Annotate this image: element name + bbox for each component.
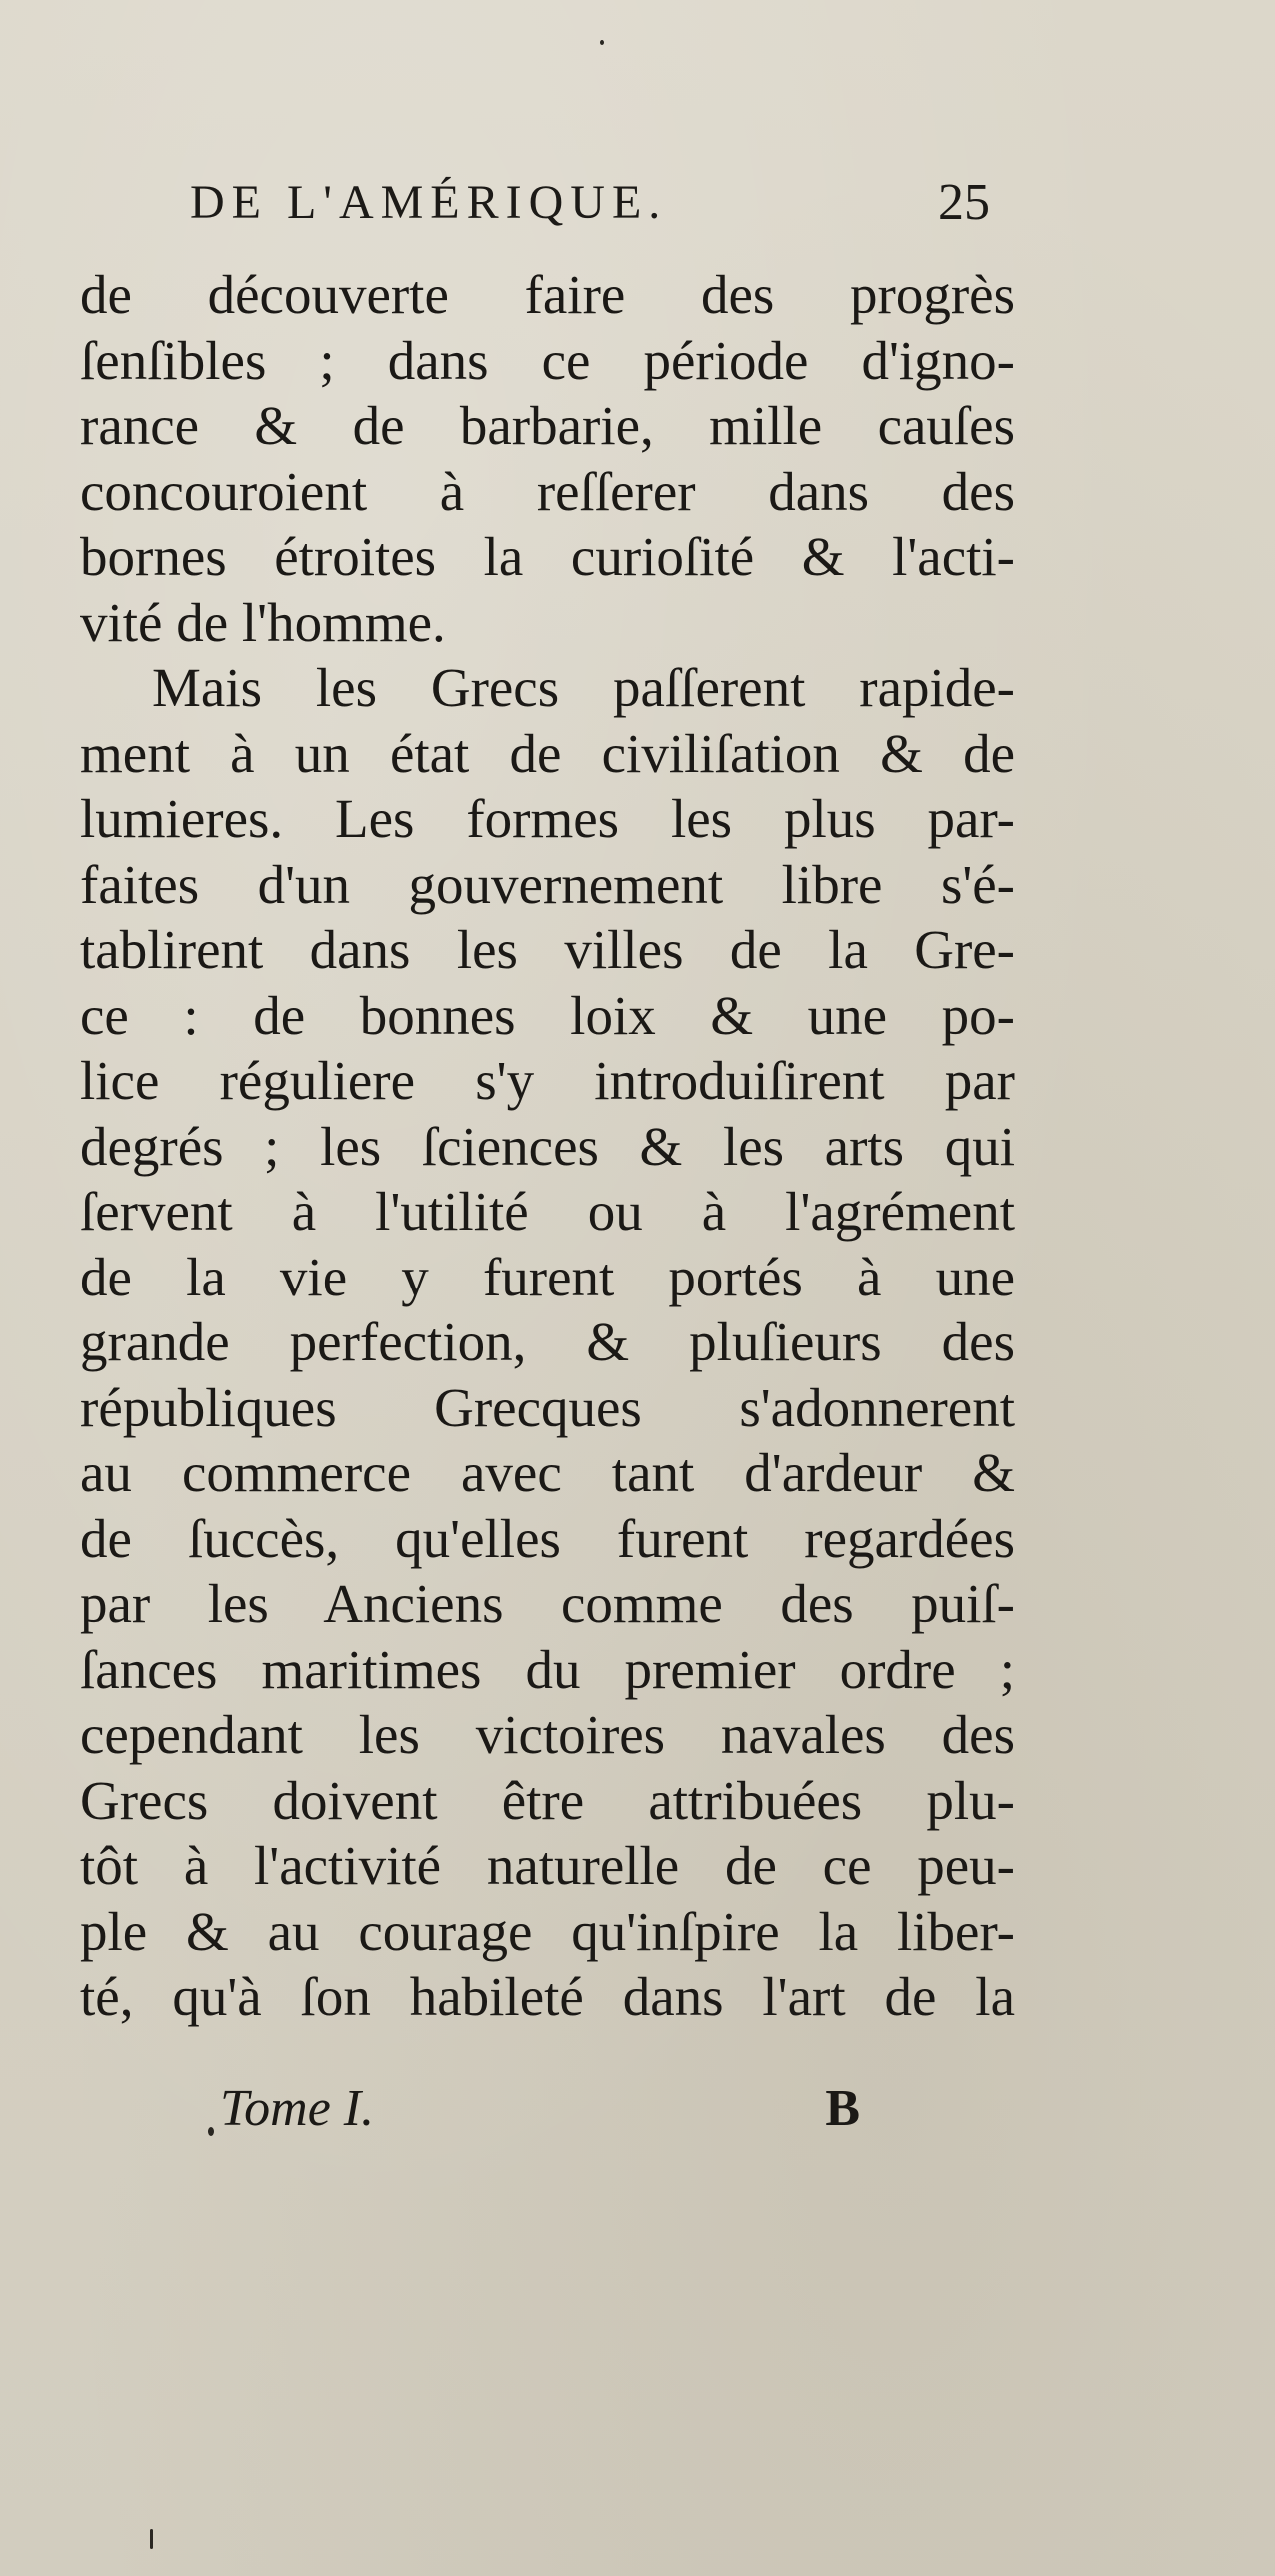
- text-line: rance & de barbarie, mille cauſes: [80, 395, 1015, 456]
- text-line: au commerce avec tant d'ardeur &: [80, 1442, 1015, 1503]
- text-line: tablirent dans les villes de la Gre-: [80, 919, 1015, 980]
- text-line: de la vie y furent portés à une: [80, 1246, 1015, 1307]
- text-line: lumieres. Les formes les plus par-: [80, 788, 1015, 849]
- text-line: par les Anciens comme des puiſ-: [80, 1573, 1015, 1634]
- text-line: ce : de bonnes loix & une po-: [80, 984, 1015, 1046]
- running-title: DE L'AMÉRIQUE.: [190, 176, 668, 229]
- ink-speck: [600, 40, 604, 45]
- signature-mark: B: [825, 2080, 860, 2137]
- page-number: 25: [938, 174, 990, 231]
- ink-speck: [150, 2529, 153, 2549]
- text-line: faites d'un gouvernement libre s'é-: [80, 853, 1015, 915]
- text-line: grande perfection, & pluſieurs des: [80, 1311, 1015, 1372]
- text-line: vité de l'homme.: [80, 591, 446, 653]
- volume-label: Tome I.: [220, 2080, 375, 2137]
- running-head: [190, 168, 990, 238]
- text-line: bornes étroites la curioſité & l'acti-: [80, 526, 1015, 587]
- text-line: Grecs doivent être attribuées plu-: [80, 1769, 1015, 1831]
- text-line: Mais les Grecs paſſerent rapide-: [152, 657, 1015, 718]
- text-line: concouroient à reſſerer dans des: [80, 460, 1015, 522]
- page-footer: [220, 2069, 860, 2149]
- ink-speck: [208, 2127, 214, 2136]
- text-line: ſervent à l'utilité ou à l'agrément: [80, 1181, 1015, 1242]
- text-line: tôt à l'activité naturelle de ce peu-: [80, 1835, 1015, 1896]
- text-line: ſances maritimes du premier ordre ;: [80, 1638, 1015, 1700]
- text-line: cependant les victoires navales des: [80, 1704, 1015, 1765]
- text-line: ment à un état de civiliſation & de: [80, 722, 1015, 784]
- text-line: de ſuccès, qu'elles furent regardées: [80, 1507, 1015, 1569]
- text-line: républiques Grecques s'adonnerent: [80, 1376, 1015, 1438]
- text-line: degrés ; les ſciences & les arts qui: [80, 1115, 1015, 1177]
- text-line: té, qu'à ſon habileté dans l'art de la: [80, 1966, 1015, 2027]
- text-line: ple & au courage qu'inſpire la liber-: [80, 1900, 1015, 1962]
- text-line: lice réguliere s'y introduiſirent par: [80, 1050, 1015, 1111]
- text-line: ſenſibles ; dans ce période d'igno-: [80, 329, 1015, 391]
- body-text: [80, 262, 1015, 2066]
- text-line: de découverte faire des progrès: [80, 264, 1015, 325]
